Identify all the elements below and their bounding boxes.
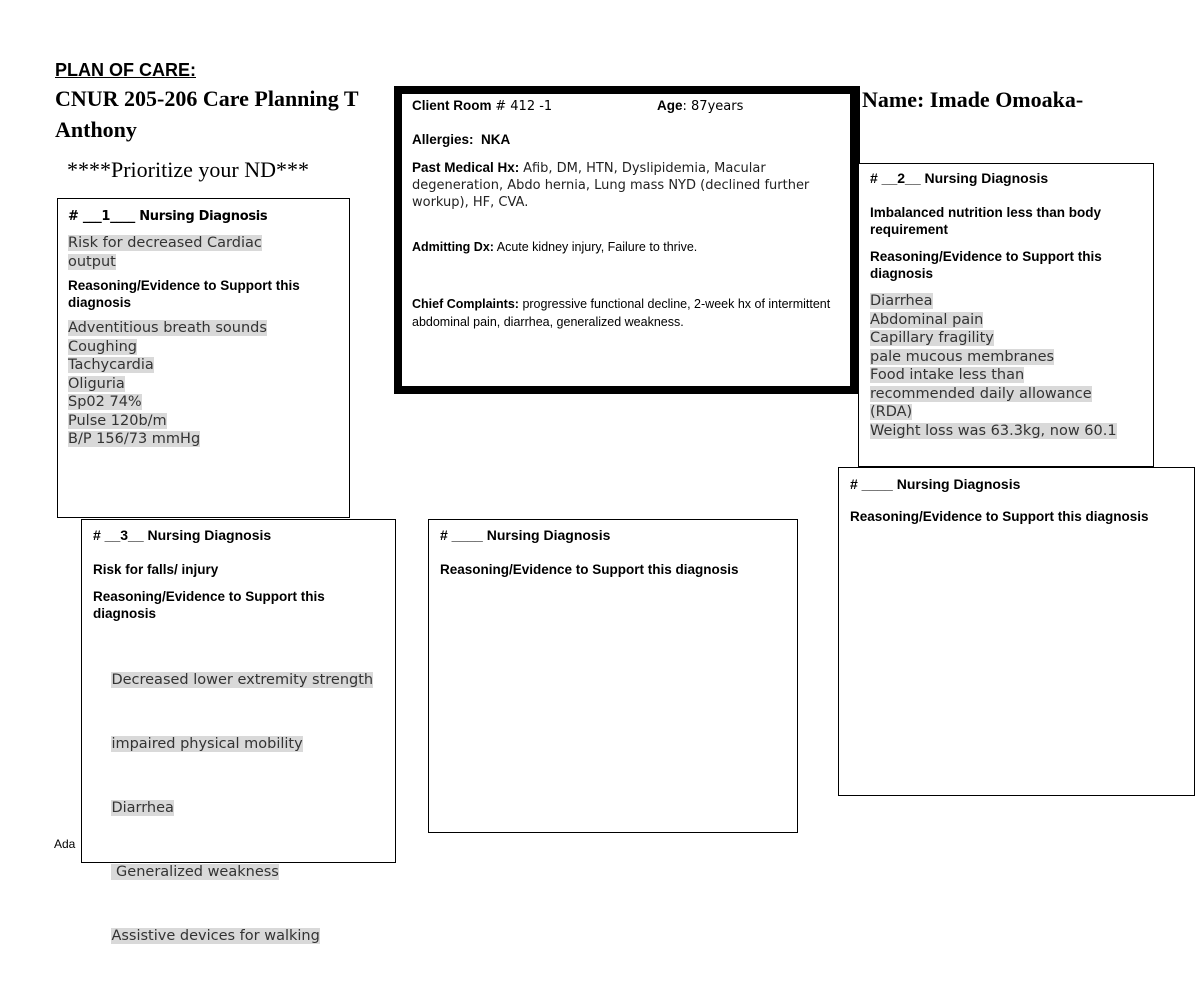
nd4-reasoning-label: Reasoning/Evidence to Support this diagnosis — [440, 562, 739, 577]
nd3-title: # __3__ Nursing Diagnosis — [93, 527, 272, 543]
client-info-box — [394, 86, 860, 394]
age-label: Age — [657, 98, 683, 113]
nursing-diagnosis-2-box — [858, 163, 1154, 467]
chief-complaints-label: Chief Complaints: — [412, 297, 519, 311]
nd1-reasoning-label: Reasoning/Evidence to Support this diagnosis — [68, 278, 300, 310]
age-value: : 87years — [682, 99, 744, 114]
admitting-dx-value: Acute kidney injury, Failure to thrive. — [496, 240, 698, 254]
client-room-value: # 412 -1 — [495, 99, 553, 114]
footer-fragment: Ada — [54, 837, 76, 851]
admitting-dx-label: Admitting Dx: — [412, 240, 494, 254]
nd2-reasoning-label: Reasoning/Evidence to Support this diagnosis — [870, 249, 1102, 281]
nd1-title: # ___1____ Nursing Diagnosis — [68, 209, 268, 224]
past-medical-label: Past Medical Hx: — [412, 160, 520, 175]
student-name-continued: Anthony — [55, 117, 137, 142]
nd3-evidence-list: Decreased lower extremity strength impaired physical mobility Diarrhea Generalized weakness Assistive devices for walking — [111, 672, 374, 944]
past-medical-value: Afib, DM, HTN, Dyslipidemia, Macular degeneration, Abdo hernia, Lung mass NYD (declined further workup), HF, CVA. — [412, 161, 810, 210]
nursing-diagnosis-1-box — [57, 198, 350, 518]
allergies-label: Allergies: — [412, 132, 474, 147]
nd3-diagnosis: Risk for falls/ injury — [93, 562, 219, 577]
nd3-reasoning-label: Reasoning/Evidence to Support this diagnosis — [93, 589, 325, 621]
nursing-diagnosis-3-box — [81, 519, 396, 944]
nd2-title: # __2__ Nursing Diagnosis — [870, 170, 1049, 186]
nd2-diagnosis: Imbalanced nutrition less than body requirement — [870, 205, 1102, 237]
course-title-left: CNUR 205-206 Care Planning T — [55, 86, 359, 111]
plan-of-care-heading: PLAN OF CARE: — [55, 60, 196, 80]
nd5-title: # ____ Nursing Diagnosis — [850, 476, 1021, 492]
nd5-reasoning-label: Reasoning/Evidence to Support this diagnosis — [850, 509, 1149, 524]
prioritize-note: ****Prioritize your ND*** — [67, 157, 309, 182]
nd4-title: # ____ Nursing Diagnosis — [440, 527, 611, 543]
nd1-evidence-list: Adventitious breath sounds Coughing Tachycardia Oliguria Sp02 74% Pulse 120b/m B/P 156/73 mmHg — [68, 320, 267, 447]
nursing-diagnosis-5-box — [838, 467, 1195, 796]
allergies-value: NKA — [481, 132, 511, 147]
nd1-diagnosis: Risk for decreased Cardiac output — [68, 235, 262, 270]
chief-complaints-value: progressive functional decline, 2-week hx of intermittent abdominal pain, diarrhea, generalized weakness. — [412, 297, 831, 329]
nd2-evidence-list: Diarrhea Abdominal pain Capillary fragility pale mucous membranes Food intake less than recommended daily allowance (RDA) Weight loss was 63.3kg, now 60.1 — [870, 293, 1117, 439]
student-name-line: Name: Imade Omoaka- — [862, 87, 1084, 112]
nursing-diagnosis-4-box — [428, 519, 798, 833]
client-room-label: Client Room — [412, 98, 492, 113]
